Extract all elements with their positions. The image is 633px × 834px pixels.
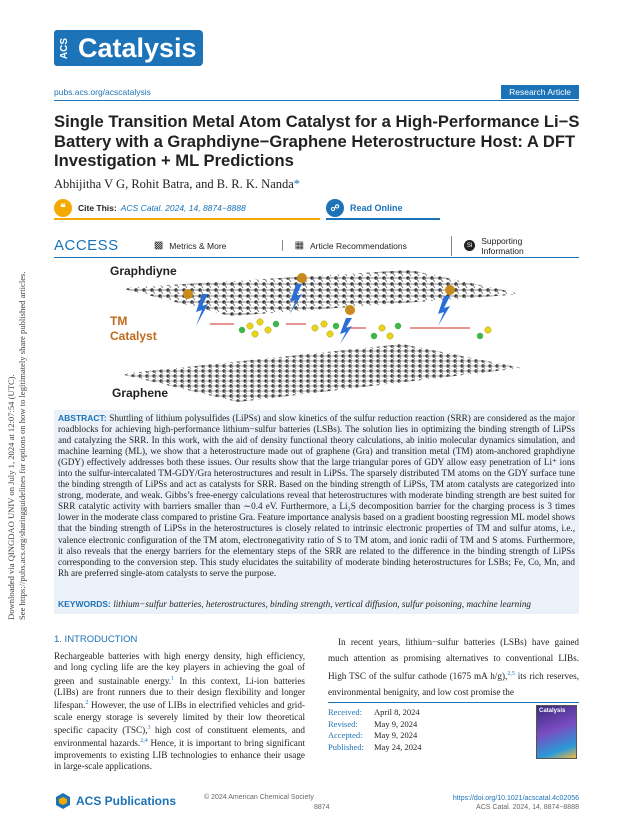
polysulfide-cluster (247, 319, 491, 339)
header-divider (54, 100, 579, 101)
tm-atom (345, 305, 355, 315)
supporting-info-label: Supporting Information (481, 235, 524, 256)
graphdiyne-layer (120, 270, 522, 316)
figure-label-graphdiyne: Graphdiyne (110, 264, 177, 278)
bar-chart-icon: ▩ (153, 240, 164, 251)
journal-reference: ACS Catal. 2024, 14, 8874−8888 (476, 804, 579, 811)
reference-link[interactable]: 2,4 (140, 738, 148, 745)
doi-block (453, 794, 579, 812)
keywords-text[interactable]: lithium−sulfur batteries, heterostructures, binding strength, vertical diffusion, sulfur poisoning, machine learning (113, 599, 532, 609)
page-number: 8874 (314, 804, 330, 811)
reference-link[interactable]: 2,5 (507, 671, 515, 677)
date-label: Received: (328, 707, 362, 717)
date-label: Published: (328, 741, 364, 752)
cover-title: Catalysis (539, 708, 566, 714)
download-notice-line-1: Downloaded via QINGDAO UNIV on July 1, 2024 at 12:07:54 (UTC). (6, 374, 16, 620)
keywords (54, 599, 579, 609)
read-online-button[interactable] (326, 198, 440, 220)
figure-label-tm: TM (110, 314, 128, 328)
quote-icon: ❝ (54, 199, 72, 217)
figure-label-graphene: Graphene (112, 386, 169, 400)
read-online-label: Read Online (350, 203, 403, 213)
abstract-heading: ABSTRACT: (58, 413, 107, 423)
recommendations-link[interactable] (282, 240, 452, 251)
date-value: May 9, 2024 (374, 718, 418, 729)
intro-text: its rich reserves, environmental benignity, and low cost promise the (328, 671, 580, 698)
date-value: May 9, 2024 (374, 730, 418, 741)
metrics-label: Metrics & More (169, 240, 227, 251)
intro-text: Rechargeable batteries with high energy density, high efficiency, and long cycling life are the key players in achieving the goal of green and sustainable energy. (54, 651, 305, 686)
access-label: ACCESS (54, 237, 119, 254)
figure-label-catalyst: Catalyst (110, 329, 157, 343)
corresponding-author-mark[interactable]: * (293, 177, 301, 191)
globe-icon: ☍ (326, 199, 344, 217)
author-list (54, 177, 300, 192)
acs-hexagon-icon (54, 792, 72, 810)
graphene-layer (120, 344, 522, 402)
article-title: Single Transition Metal Atom Catalyst for a High-Performance Li−S Battery with a Graphdiyne−Graphene Heterostructure Host: A DFT Investigation + ML Predictions (54, 112, 580, 170)
lithium-ions (239, 321, 483, 339)
journal-url[interactable]: pubs.acs.org/acscatalysis (54, 87, 151, 97)
intro-right-column (328, 634, 579, 700)
intro-text: high cost of constituent elements, and environmental hazards. (54, 724, 305, 749)
tm-atom (297, 273, 307, 283)
publisher-name: ACS Publications (76, 794, 177, 808)
intro-paragraph (328, 634, 579, 700)
intro-left-column (54, 651, 305, 772)
download-notice-line-2[interactable]: See https://pubs.acs.org/sharingguidelines for options on how to legitimately share published articles. (17, 271, 27, 620)
intro-text: In recent years, lithium−sulfur batteries (LSBs) have gained much attention as promising alternatives to conventional LIBs. High TSC of the sulfur cathode (1675 mA h/g), (328, 637, 579, 682)
abstract (54, 410, 579, 614)
intro-text: However, the use of LIBs in electrified vehicles and grid-scale energy storage is severely limited by their low theoretical specific capacity (TSC), (54, 700, 305, 735)
intro-text: Hence, it is important to bring significant improvements to existing LIB technologies to enhance their usage in large-scale applications. (54, 738, 306, 771)
access-bar (54, 234, 579, 258)
metrics-link[interactable] (142, 240, 282, 251)
figure-label-tm-catalyst (110, 314, 157, 344)
cite-label: Cite This: (78, 203, 117, 213)
date-value: May 24, 2024 (374, 741, 422, 752)
supporting-info-link[interactable] (451, 236, 579, 256)
keywords-heading: KEYWORDS: (58, 599, 111, 609)
article-icon: ▦ (294, 240, 305, 251)
abstract-text: Shuttling of lithium polysulfides (LiPSs) and slow kinetics of the sulfur reduction reaction (SRR) are considered as the major roadblocks for achieving high-performance lithium−sulfur batteries (LSBs). The solution lies in optimizing the binding strength of LiPSs and catalyzing the SRR. In this work, with the aid of density functional theory calculations, ab initio molecular dynamics simulation, and machine learning (ML), we show that a heterostructure made out of graphene (Gra) and transition metal (TM) atom-anchored graphdiyne (GDY) effectively addresses both these issues. Our results show that the large triangular pores of GDY allow easy penetration of Li⁺ ions into the sulfur-intercalated TM-GDY/Gra heterostructures and result in LiPSs. The sparsely distributed TM atoms on the GDY surface tune the binding strength of LiPSs and act as catalysts for SRR. Based on the binding strength of LiPSs, TM atom catalysts are categorized into strong, moderate, and weak. Gibbs’s free-energy calculations reveal that heterostructures with moderate binding strength are best suited for SRR catalytic activity with barriers smaller than ∼0.4 eV. Furthermore, a Li₂S decomposition barrier for the charging process is 3 times lower in the moderate class compared to pristine Gra. Feature importance analysis based on a gradient boosting regression ML model shows that the binding strength of LiPSs in the heterostructures is closely related to intrinsic electronic properties of TM and sulfur atoms, i.e., valence electronic configuration of the TM atom, electronegativity ratio of S to TM atom, and ionic radii of TM and S atoms. Furthermore, it also reveals that the energy barriers for the elementary steps of the SRR are related to the difference in the binding strength of LiPSs corresponding to the conversion step. This study elucidates the suitability of moderate binding heterostructures for LSBs; Fe, Co, Mn, and Rh are preferred single-atom catalysts to serve the purpose. (58, 413, 576, 578)
page-footer (54, 790, 579, 814)
tm-atom (183, 289, 193, 299)
reference-link[interactable]: 2 (85, 700, 89, 707)
date-label: Revised: (328, 718, 358, 729)
acs-logo-mark: ACS (59, 37, 71, 59)
authors-text[interactable]: Abhijitha V G, Rohit Batra, and B. R. K. Nanda (54, 177, 294, 191)
si-icon: SI (464, 240, 475, 251)
recommendations-label: Article Recommendations (310, 240, 407, 251)
date-value: April 8, 2024 (374, 707, 420, 717)
cite-this-bar[interactable] (54, 198, 320, 220)
heterostructure-illustration (110, 264, 522, 406)
tm-atom (445, 285, 455, 295)
journal-name: Catalysis (76, 30, 203, 66)
toc-graphic (110, 264, 522, 406)
reference-link[interactable]: 1 (171, 675, 174, 682)
acs-publications-logo[interactable] (54, 792, 176, 810)
citation-link[interactable]: ACS Catal. 2024, 14, 8874−8888 (120, 203, 246, 213)
download-notice (4, 240, 40, 620)
journal-cover-thumbnail[interactable] (536, 705, 577, 759)
article-type-badge: Research Article (501, 85, 579, 99)
copyright: © 2024 American Chemical Society (204, 794, 314, 801)
date-label: Accepted: (328, 730, 363, 741)
doi-link[interactable]: https://doi.org/10.1021/acscatal.4c02056 (452, 795, 579, 802)
intro-text: In this context, Li-ion batteries (LIBs) are front runners due to their design flexibility and longer lifespan. (54, 675, 305, 711)
journal-logo[interactable] (54, 30, 203, 66)
reference-link[interactable]: 3 (147, 724, 151, 731)
section-heading-introduction: 1. INTRODUCTION (54, 634, 138, 645)
